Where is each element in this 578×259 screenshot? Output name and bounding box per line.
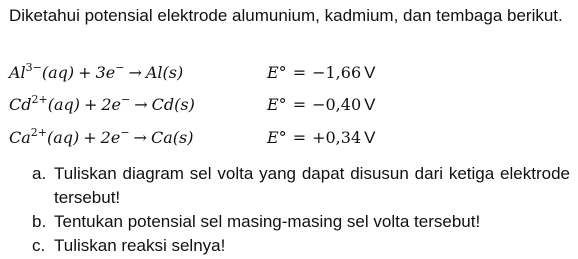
standard-potential — [267, 61, 375, 85]
ion-charge: 3− — [25, 61, 42, 74]
question-list — [32, 162, 570, 258]
electron-term: 2e — [101, 95, 122, 114]
question-text: Tuliskan reaksi selnya! — [54, 236, 226, 255]
standard-potential — [267, 126, 375, 150]
potential-label: E° — [267, 128, 287, 147]
potential-value: −1,66 — [312, 63, 362, 82]
electron-term: 2e — [100, 128, 121, 147]
reaction-arrow: → — [128, 63, 142, 82]
equals-sign: = — [292, 95, 307, 114]
reactant-species: Al — [9, 63, 26, 82]
plus-sign: + — [78, 63, 92, 82]
potential-value: −0,40 — [312, 95, 362, 114]
question-letter: a. — [32, 164, 47, 183]
reaction-arrow: → — [133, 128, 147, 147]
reactant-species: Cd — [9, 95, 32, 114]
state-aq: (aq) — [41, 63, 75, 82]
question-text: Tentukan potensial sel masing-masing sel volta tersebut! — [54, 212, 481, 231]
standard-potential — [267, 93, 375, 117]
potential-unit: V — [364, 95, 376, 114]
electron-charge: − — [115, 61, 125, 74]
potential-label: E° — [267, 95, 287, 114]
reaction-row — [9, 93, 569, 117]
state-aq: (aq) — [47, 95, 80, 114]
ion-charge: 2+ — [30, 126, 47, 139]
reaction-arrow: → — [134, 95, 148, 114]
intro-paragraph: Diketahui potensial elektrode alumunium, kadmium, dan tembaga berikut. — [9, 6, 563, 25]
plus-sign: + — [83, 95, 98, 114]
question-item-c — [32, 234, 570, 258]
potential-label: E° — [267, 63, 287, 82]
product-species: Cd(s) — [151, 95, 195, 114]
plus-sign: + — [83, 128, 97, 147]
question-letter: c. — [32, 236, 46, 255]
question-letter: b. — [32, 212, 47, 231]
equals-sign: = — [292, 128, 307, 147]
question-text: Tuliskan diagram sel volta yang dapat disusun dari ketiga elektrode tersebut! — [54, 164, 570, 207]
state-aq: (aq) — [47, 128, 80, 147]
ion-charge: 2+ — [31, 93, 48, 106]
half-reaction — [9, 126, 193, 150]
half-reaction — [9, 93, 195, 117]
product-species: Ca(s) — [150, 128, 194, 147]
electron-term: 3e — [95, 63, 116, 82]
reactant-species: Ca — [9, 128, 31, 147]
reaction-row — [9, 126, 569, 150]
potential-value: +0,34 — [312, 128, 362, 147]
half-reaction — [9, 61, 183, 85]
equals-sign: = — [292, 63, 307, 82]
electron-charge: − — [121, 93, 131, 106]
potential-unit: V — [364, 128, 376, 147]
question-item-a — [32, 162, 570, 210]
electron-charge: − — [120, 126, 130, 139]
product-species: Al(s) — [145, 63, 184, 82]
potential-unit: V — [364, 63, 376, 82]
question-item-b — [32, 210, 570, 234]
reaction-row — [9, 61, 569, 85]
